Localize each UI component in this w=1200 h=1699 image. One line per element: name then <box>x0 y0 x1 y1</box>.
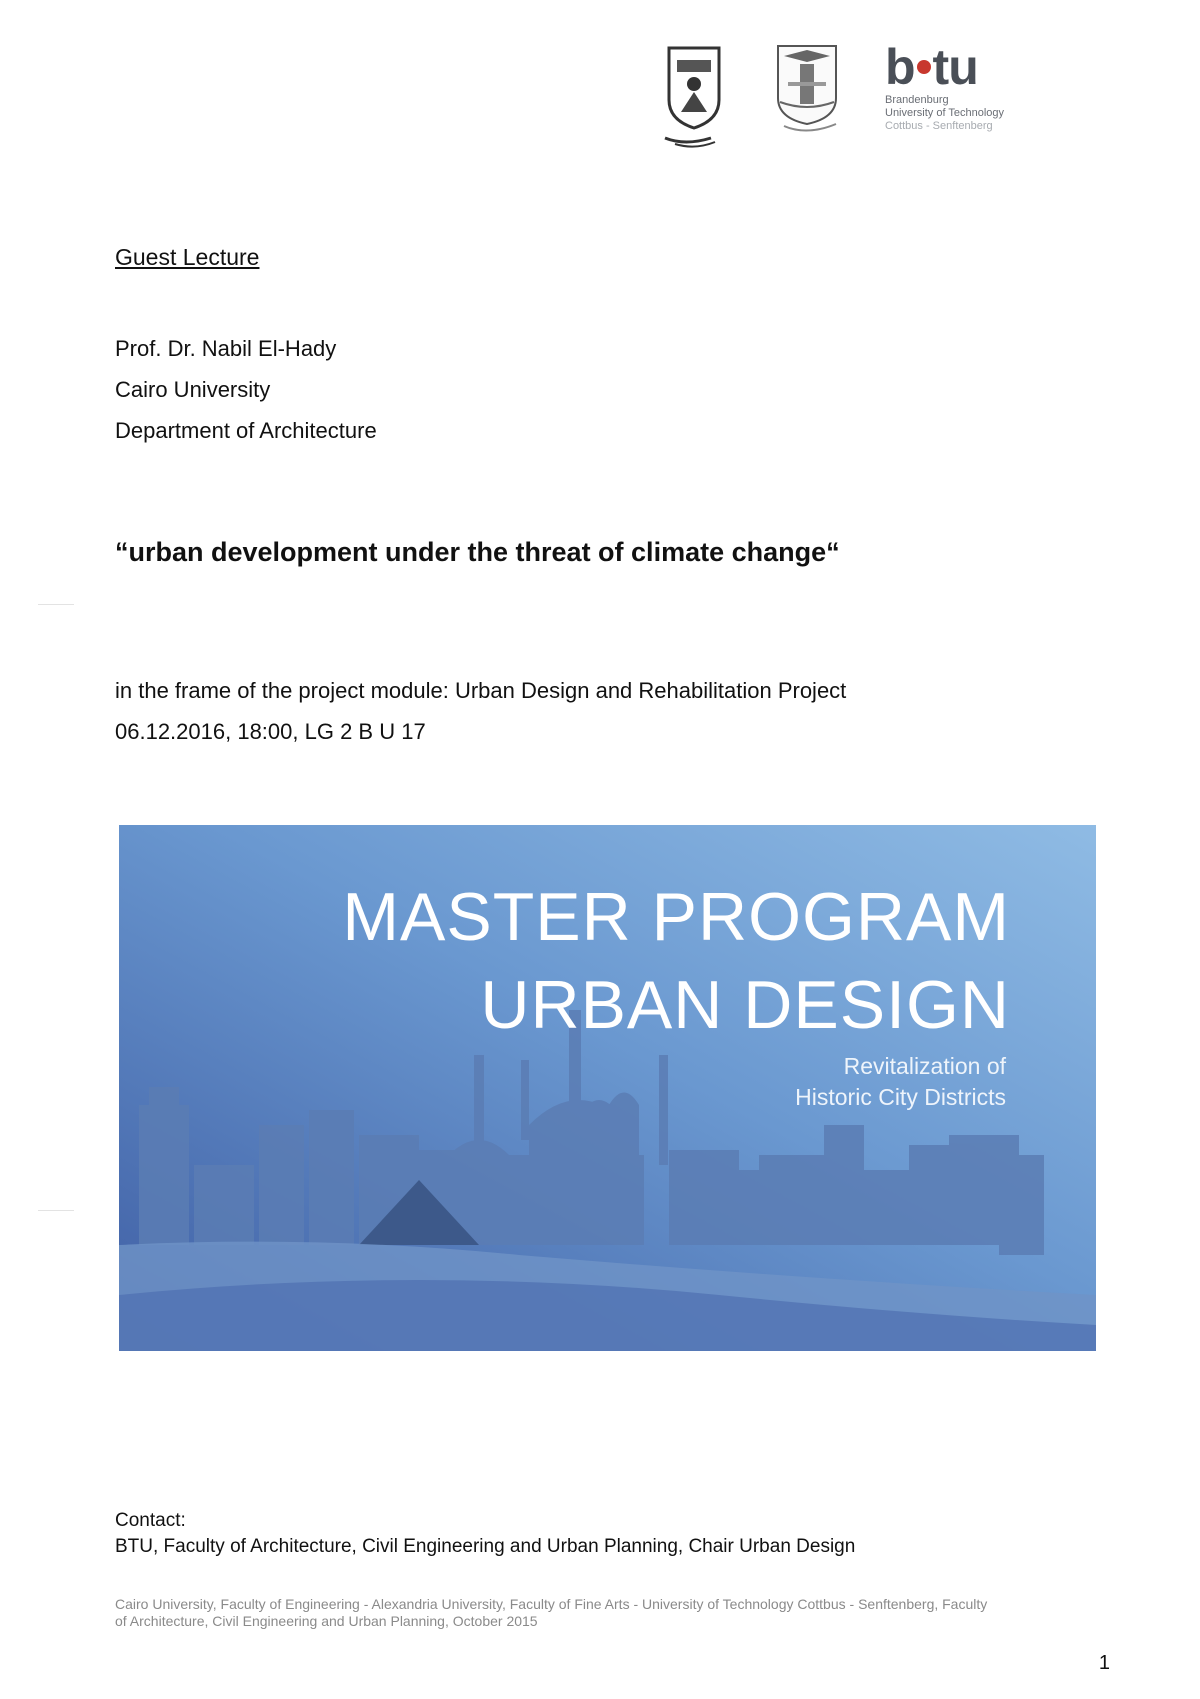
footer-line-1: Cairo University, Faculty of Engineering - Alexandria University, Faculty of Fine Arts - University of Technology Cottbus - Senftenberg, Faculty <box>115 1596 988 1612</box>
contact-label: Contact: <box>115 1510 186 1531</box>
btu-logo-tu: tu <box>932 39 978 95</box>
speaker-block <box>115 328 377 451</box>
page-heading: Guest Lecture <box>115 244 260 270</box>
project-module: in the frame of the project module: Urban Design and Rehabilitation Project <box>115 678 847 703</box>
lecture-title: “urban development under the threat of climate change“ <box>115 537 840 567</box>
banner-subtitle-1: Revitalization of <box>843 1053 1006 1079</box>
btu-logo-dot-icon <box>917 60 931 74</box>
speaker-department: Department of Architecture <box>115 418 377 443</box>
speaker-institution: Cairo University <box>115 377 271 402</box>
btu-logo <box>885 39 978 95</box>
footer-line-2: of Architecture, Civil Engineering and Urban Planning, October 2015 <box>115 1613 538 1629</box>
speaker-name: Prof. Dr. Nabil El-Hady <box>115 336 337 361</box>
banner-subtitle-2: Historic City Districts <box>795 1084 1006 1110</box>
lecture-details <box>115 670 846 752</box>
banner-subtitle <box>795 1051 1006 1113</box>
master-program-banner <box>119 825 1096 1351</box>
banner-line-1: MASTER PROGRAM <box>342 879 1010 955</box>
btu-logo-text <box>885 94 1004 133</box>
btu-line-2: University of Technology <box>885 107 1005 119</box>
contact-block <box>115 1508 855 1560</box>
page-footer <box>115 1596 1105 1630</box>
banner-line-2: URBAN DESIGN <box>480 967 1010 1043</box>
btu-logo-b: b <box>885 39 915 95</box>
margin-marker <box>38 604 74 605</box>
date-time-room: 06.12.2016, 18:00, LG 2 B U 17 <box>115 719 426 744</box>
alexandria-university-logo-icon <box>770 42 860 142</box>
margin-marker <box>38 1210 74 1211</box>
page-number: 1 <box>1098 1652 1110 1674</box>
btu-line-3: Cottbus - Senftenberg <box>885 120 993 132</box>
logo-bar <box>655 39 1085 152</box>
contact-text: BTU, Faculty of Architecture, Civil Engineering and Urban Planning, Chair Urban Design <box>115 1536 856 1557</box>
cairo-university-logo-icon <box>655 42 750 152</box>
btu-line-1: Brandenburg <box>885 94 949 106</box>
